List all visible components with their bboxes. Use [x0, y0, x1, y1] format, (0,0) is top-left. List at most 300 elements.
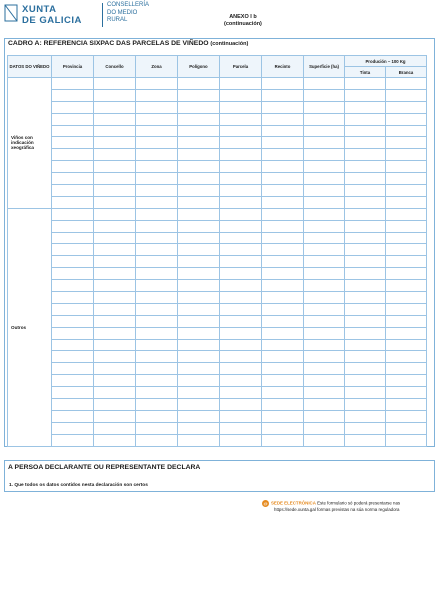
table-cell-input[interactable] — [345, 268, 386, 280]
table-cell-input[interactable] — [52, 375, 94, 387]
table-cell-input[interactable] — [94, 149, 136, 161]
table-cell-input[interactable] — [304, 113, 345, 125]
table-cell-input[interactable] — [94, 137, 136, 149]
table-cell-input[interactable] — [52, 280, 94, 292]
table-cell-input[interactable] — [52, 244, 94, 256]
table-cell-input[interactable] — [52, 89, 94, 101]
table-cell-input[interactable] — [386, 232, 427, 244]
table-cell-input[interactable] — [345, 375, 386, 387]
table-cell-input[interactable] — [304, 208, 345, 220]
table-cell-input[interactable] — [386, 268, 427, 280]
table-cell-input[interactable] — [52, 399, 94, 411]
table-cell-input[interactable] — [94, 434, 136, 446]
table-row — [8, 173, 427, 185]
table-cell-input[interactable] — [304, 422, 345, 434]
table-cell-input[interactable] — [262, 387, 304, 399]
table-cell-input[interactable] — [386, 220, 427, 232]
table-cell-input[interactable] — [304, 161, 345, 173]
table-cell-input[interactable] — [220, 351, 262, 363]
table-cell-input[interactable] — [220, 196, 262, 208]
table-cell-input[interactable] — [178, 232, 220, 244]
table-cell-input[interactable] — [304, 280, 345, 292]
table-cell-input[interactable] — [178, 161, 220, 173]
table-cell-input[interactable] — [136, 208, 178, 220]
table-cell-input[interactable] — [178, 220, 220, 232]
table-cell-input[interactable] — [94, 161, 136, 173]
table-cell-input[interactable] — [94, 256, 136, 268]
table-cell-input[interactable] — [386, 185, 427, 197]
table-cell-input[interactable] — [386, 434, 427, 446]
table-cell-input[interactable] — [220, 232, 262, 244]
table-cell-input[interactable] — [345, 78, 386, 90]
table-cell-input[interactable] — [52, 185, 94, 197]
table-cell-input[interactable] — [345, 244, 386, 256]
table-cell-input[interactable] — [220, 256, 262, 268]
table-cell-input[interactable] — [94, 351, 136, 363]
table-cell-input[interactable] — [386, 89, 427, 101]
table-cell-input[interactable] — [262, 315, 304, 327]
table-cell-input[interactable] — [52, 339, 94, 351]
table-cell-input[interactable] — [386, 149, 427, 161]
table-cell-input[interactable] — [52, 208, 94, 220]
table-cell-input[interactable] — [94, 125, 136, 137]
table-cell-input[interactable] — [94, 208, 136, 220]
table-cell-input[interactable] — [262, 268, 304, 280]
table-cell-input[interactable] — [345, 410, 386, 422]
table-cell-input[interactable] — [304, 399, 345, 411]
table-cell-input[interactable] — [136, 387, 178, 399]
table-cell-input[interactable] — [178, 363, 220, 375]
table-cell-input[interactable] — [262, 351, 304, 363]
table-cell-input[interactable] — [304, 256, 345, 268]
table-cell-input[interactable] — [94, 339, 136, 351]
table-cell-input[interactable] — [52, 387, 94, 399]
table-cell-input[interactable] — [220, 125, 262, 137]
table-cell-input[interactable] — [178, 137, 220, 149]
table-cell-input[interactable] — [345, 173, 386, 185]
table-cell-input[interactable] — [136, 185, 178, 197]
table-cell-input[interactable] — [52, 256, 94, 268]
table-cell-input[interactable] — [178, 375, 220, 387]
table-cell-input[interactable] — [136, 339, 178, 351]
table-cell-input[interactable] — [136, 399, 178, 411]
table-cell-input[interactable] — [136, 173, 178, 185]
table-cell-input[interactable] — [386, 363, 427, 375]
table-cell-input[interactable] — [136, 434, 178, 446]
table-cell-input[interactable] — [136, 410, 178, 422]
table-cell-input[interactable] — [178, 303, 220, 315]
table-cell-input[interactable] — [345, 315, 386, 327]
table-cell-input[interactable] — [304, 125, 345, 137]
table-cell-input[interactable] — [262, 137, 304, 149]
footer-line-2: formas previstas na súa norma reguladora — [315, 507, 400, 512]
table-cell-input[interactable] — [220, 78, 262, 90]
table-cell-input[interactable] — [178, 173, 220, 185]
table-cell-input[interactable] — [220, 137, 262, 149]
table-cell-input[interactable] — [52, 351, 94, 363]
table-cell-input[interactable] — [262, 173, 304, 185]
table-cell-input[interactable] — [220, 113, 262, 125]
table-cell-input[interactable] — [345, 161, 386, 173]
table-cell-input[interactable] — [304, 196, 345, 208]
table-cell-input[interactable] — [178, 399, 220, 411]
table-cell-input[interactable] — [178, 339, 220, 351]
table-cell-input[interactable] — [304, 375, 345, 387]
table-cell-input[interactable] — [94, 315, 136, 327]
table-cell-input[interactable] — [304, 363, 345, 375]
table-cell-input[interactable] — [52, 434, 94, 446]
table-cell-input[interactable] — [386, 161, 427, 173]
table-cell-input[interactable] — [178, 256, 220, 268]
table-row — [8, 268, 427, 280]
table-cell-input[interactable] — [262, 327, 304, 339]
table-cell-input[interactable] — [94, 327, 136, 339]
table-cell-input[interactable] — [262, 363, 304, 375]
table-cell-input[interactable] — [136, 149, 178, 161]
table-cell-input[interactable] — [304, 315, 345, 327]
table-cell-input[interactable] — [136, 89, 178, 101]
table-cell-input[interactable] — [220, 185, 262, 197]
table-cell-input[interactable] — [220, 363, 262, 375]
table-cell-input[interactable] — [304, 303, 345, 315]
table-cell-input[interactable] — [178, 113, 220, 125]
table-cell-input[interactable] — [345, 399, 386, 411]
conselleria-name — [107, 2, 149, 25]
table-cell-input[interactable] — [345, 89, 386, 101]
table-cell-input[interactable] — [52, 78, 94, 90]
table-cell-input[interactable] — [178, 292, 220, 304]
table-cell-input[interactable] — [304, 89, 345, 101]
table-cell-input[interactable] — [94, 387, 136, 399]
table-cell-input[interactable] — [136, 101, 178, 113]
table-cell-input[interactable] — [304, 173, 345, 185]
table-cell-input[interactable] — [262, 125, 304, 137]
table-cell-input[interactable] — [262, 101, 304, 113]
table-cell-input[interactable] — [94, 173, 136, 185]
table-cell-input[interactable] — [178, 89, 220, 101]
table-cell-input[interactable] — [386, 101, 427, 113]
table-cell-input[interactable] — [52, 113, 94, 125]
table-cell-input[interactable] — [220, 339, 262, 351]
table-cell-input[interactable] — [345, 113, 386, 125]
table-cell-input[interactable] — [94, 220, 136, 232]
table-cell-input[interactable] — [304, 137, 345, 149]
table-cell-input[interactable] — [178, 387, 220, 399]
table-cell-input[interactable] — [52, 422, 94, 434]
col-concello: Concello — [94, 56, 136, 78]
table-cell-input[interactable] — [262, 220, 304, 232]
table-cell-input[interactable] — [262, 339, 304, 351]
table-cell-input[interactable] — [386, 256, 427, 268]
table-cell-input[interactable] — [220, 280, 262, 292]
table-cell-input[interactable] — [94, 410, 136, 422]
table-cell-input[interactable] — [94, 185, 136, 197]
table-cell-input[interactable] — [386, 196, 427, 208]
col-zona: Zona — [136, 56, 178, 78]
table-cell-input[interactable] — [345, 208, 386, 220]
table-cell-input[interactable] — [304, 244, 345, 256]
table-cell-input[interactable] — [136, 280, 178, 292]
table-cell-input[interactable] — [136, 196, 178, 208]
table-cell-input[interactable] — [178, 149, 220, 161]
table-cell-input[interactable] — [178, 351, 220, 363]
table-cell-input[interactable] — [220, 268, 262, 280]
table-cell-input[interactable] — [220, 220, 262, 232]
table-cell-input[interactable] — [220, 292, 262, 304]
table-cell-input[interactable] — [94, 422, 136, 434]
table-cell-input[interactable] — [304, 185, 345, 197]
table-cell-input[interactable] — [52, 363, 94, 375]
table-cell-input[interactable] — [304, 149, 345, 161]
table-cell-input[interactable] — [386, 244, 427, 256]
table-cell-input[interactable] — [345, 101, 386, 113]
table-cell-input[interactable] — [220, 89, 262, 101]
table-cell-input[interactable] — [220, 208, 262, 220]
table-row — [8, 280, 427, 292]
table-cell-input[interactable] — [136, 422, 178, 434]
table-cell-input[interactable] — [94, 280, 136, 292]
table-row — [8, 410, 427, 422]
sede-label: SEDE ELECTRÓNICA — [271, 500, 316, 506]
table-cell-input[interactable] — [94, 89, 136, 101]
table-cell-input[interactable] — [262, 375, 304, 387]
table-cell-input[interactable] — [178, 185, 220, 197]
table-cell-input[interactable] — [178, 268, 220, 280]
table-cell-input[interactable] — [345, 363, 386, 375]
table-cell-input[interactable] — [262, 89, 304, 101]
table-cell-input[interactable] — [386, 125, 427, 137]
table-cell-input[interactable] — [136, 303, 178, 315]
table-row — [8, 244, 427, 256]
table-cell-input[interactable] — [262, 292, 304, 304]
table-cell-input[interactable] — [386, 173, 427, 185]
table-cell-input[interactable] — [178, 196, 220, 208]
table-cell-input[interactable] — [136, 125, 178, 137]
table-cell-input[interactable] — [136, 256, 178, 268]
table-row — [8, 113, 427, 125]
table-cell-input[interactable] — [304, 220, 345, 232]
table-cell-input[interactable] — [304, 351, 345, 363]
table-cell-input[interactable] — [220, 422, 262, 434]
table-cell-input[interactable] — [386, 208, 427, 220]
table-cell-input[interactable] — [136, 137, 178, 149]
table-row — [8, 196, 427, 208]
table-cell-input[interactable] — [136, 315, 178, 327]
table-cell-input[interactable] — [136, 292, 178, 304]
table-cell-input[interactable] — [178, 78, 220, 90]
table-cell-input[interactable] — [220, 149, 262, 161]
conselleria-line-2: DO MEDIO — [107, 9, 138, 16]
table-cell-input[interactable] — [345, 280, 386, 292]
table-cell-input[interactable] — [136, 363, 178, 375]
table-cell-input[interactable] — [304, 268, 345, 280]
table-cell-input[interactable] — [136, 244, 178, 256]
table-cell-input[interactable] — [52, 292, 94, 304]
table-cell-input[interactable] — [52, 137, 94, 149]
table-cell-input[interactable] — [386, 315, 427, 327]
table-cell-input[interactable] — [304, 434, 345, 446]
table-cell-input[interactable] — [52, 315, 94, 327]
table-cell-input[interactable] — [345, 220, 386, 232]
table-cell-input[interactable] — [345, 256, 386, 268]
table-cell-input[interactable] — [386, 375, 427, 387]
table-cell-input[interactable] — [52, 173, 94, 185]
table-cell-input[interactable] — [94, 232, 136, 244]
table-cell-input[interactable] — [262, 422, 304, 434]
table-cell-input[interactable] — [52, 232, 94, 244]
table-row — [8, 399, 427, 411]
table-cell-input[interactable] — [345, 185, 386, 197]
table-cell-input[interactable] — [94, 196, 136, 208]
table-cell-input[interactable] — [345, 339, 386, 351]
table-cell-input[interactable] — [304, 387, 345, 399]
table-cell-input[interactable] — [94, 399, 136, 411]
table-cell-input[interactable] — [304, 292, 345, 304]
table-cell-input[interactable] — [220, 399, 262, 411]
table-cell-input[interactable] — [386, 113, 427, 125]
table-cell-input[interactable] — [262, 410, 304, 422]
table-cell-input[interactable] — [178, 422, 220, 434]
table-cell-input[interactable] — [304, 410, 345, 422]
table-cell-input[interactable] — [262, 161, 304, 173]
table-cell-input[interactable] — [178, 125, 220, 137]
table-cell-input[interactable] — [262, 399, 304, 411]
table-cell-input[interactable] — [304, 78, 345, 90]
table-cell-input[interactable] — [262, 434, 304, 446]
sede-electronica-icon: @ — [263, 501, 268, 506]
table-cell-input[interactable] — [136, 327, 178, 339]
table-cell-input[interactable] — [386, 78, 427, 90]
table-cell-input[interactable] — [345, 303, 386, 315]
table-cell-input[interactable] — [386, 327, 427, 339]
table-cell-input[interactable] — [345, 292, 386, 304]
table-cell-input[interactable] — [262, 244, 304, 256]
table-cell-input[interactable] — [386, 280, 427, 292]
table-cell-input[interactable] — [262, 113, 304, 125]
table-cell-input[interactable] — [94, 363, 136, 375]
table-cell-input[interactable] — [345, 434, 386, 446]
table-cell-input[interactable] — [220, 375, 262, 387]
table-cell-input[interactable] — [386, 387, 427, 399]
table-cell-input[interactable] — [136, 161, 178, 173]
table-cell-input[interactable] — [304, 339, 345, 351]
table-cell-input[interactable] — [94, 268, 136, 280]
table-cell-input[interactable] — [136, 220, 178, 232]
table-cell-input[interactable] — [94, 375, 136, 387]
table-cell-input[interactable] — [262, 232, 304, 244]
table-cell-input[interactable] — [220, 161, 262, 173]
table-cell-input[interactable] — [304, 232, 345, 244]
table-cell-input[interactable] — [262, 78, 304, 90]
table-cell-input[interactable] — [136, 113, 178, 125]
table-cell-input[interactable] — [220, 315, 262, 327]
table-cell-input[interactable] — [220, 327, 262, 339]
table-cell-input[interactable] — [178, 280, 220, 292]
table-cell-input[interactable] — [178, 101, 220, 113]
table-row — [8, 422, 427, 434]
table-cell-input[interactable] — [136, 375, 178, 387]
table-cell-input[interactable] — [220, 101, 262, 113]
table-cell-input[interactable] — [178, 434, 220, 446]
table-cell-input[interactable] — [178, 315, 220, 327]
table-cell-input[interactable] — [262, 149, 304, 161]
table-cell-input[interactable] — [94, 113, 136, 125]
table-cell-input[interactable] — [386, 303, 427, 315]
table-cell-input[interactable] — [52, 268, 94, 280]
table-cell-input[interactable] — [386, 137, 427, 149]
table-cell-input[interactable] — [52, 125, 94, 137]
table-cell-input[interactable] — [345, 387, 386, 399]
table-row — [8, 137, 427, 149]
table-cell-input[interactable] — [262, 303, 304, 315]
conselleria-line-1: CONSELLERÍA — [107, 2, 150, 8]
table-cell-input[interactable] — [178, 410, 220, 422]
table-cell-input[interactable] — [220, 173, 262, 185]
table-cell-input[interactable] — [178, 244, 220, 256]
table-cell-input[interactable] — [262, 256, 304, 268]
table-cell-input[interactable] — [52, 220, 94, 232]
table-cell-input[interactable] — [52, 149, 94, 161]
table-cell-input[interactable] — [52, 327, 94, 339]
table-cell-input[interactable] — [386, 399, 427, 411]
table-cell-input[interactable] — [345, 149, 386, 161]
table-cell-input[interactable] — [220, 303, 262, 315]
table-cell-input[interactable] — [220, 410, 262, 422]
table-cell-input[interactable] — [386, 410, 427, 422]
table-cell-input[interactable] — [52, 161, 94, 173]
table-cell-input[interactable] — [345, 196, 386, 208]
table-cell-input[interactable] — [136, 268, 178, 280]
table-cell-input[interactable] — [52, 410, 94, 422]
table-cell-input[interactable] — [94, 303, 136, 315]
table-row — [8, 363, 427, 375]
table-cell-input[interactable] — [94, 244, 136, 256]
table-cell-input[interactable] — [136, 351, 178, 363]
table-cell-input[interactable] — [262, 208, 304, 220]
table-cell-input[interactable] — [136, 78, 178, 90]
table-row — [8, 101, 427, 113]
table-cell-input[interactable] — [94, 292, 136, 304]
table-cell-input[interactable] — [220, 244, 262, 256]
sede-url-link[interactable]: https://sede.xunta.gal — [274, 507, 316, 512]
table-cell-input[interactable] — [345, 232, 386, 244]
table-cell-input[interactable] — [220, 434, 262, 446]
table-cell-input[interactable] — [178, 327, 220, 339]
table-cell-input[interactable] — [262, 280, 304, 292]
table-cell-input[interactable] — [52, 303, 94, 315]
table-cell-input[interactable] — [386, 422, 427, 434]
table-cell-input[interactable] — [262, 185, 304, 197]
table-cell-input[interactable] — [386, 339, 427, 351]
table-cell-input[interactable] — [386, 292, 427, 304]
table-cell-input[interactable] — [386, 351, 427, 363]
table-cell-input[interactable] — [52, 101, 94, 113]
table-cell-input[interactable] — [345, 125, 386, 137]
table-cell-input[interactable] — [178, 208, 220, 220]
table-cell-input[interactable] — [345, 137, 386, 149]
table-cell-input[interactable] — [220, 387, 262, 399]
table-cell-input[interactable] — [94, 78, 136, 90]
table-cell-input[interactable] — [345, 327, 386, 339]
table-cell-input[interactable] — [345, 351, 386, 363]
table-cell-input[interactable] — [136, 232, 178, 244]
table-cell-input[interactable] — [345, 422, 386, 434]
table-cell-input[interactable] — [304, 327, 345, 339]
table-cell-input[interactable] — [52, 196, 94, 208]
table-cell-input[interactable] — [94, 101, 136, 113]
table-cell-input[interactable] — [262, 196, 304, 208]
table-cell-input[interactable] — [304, 101, 345, 113]
